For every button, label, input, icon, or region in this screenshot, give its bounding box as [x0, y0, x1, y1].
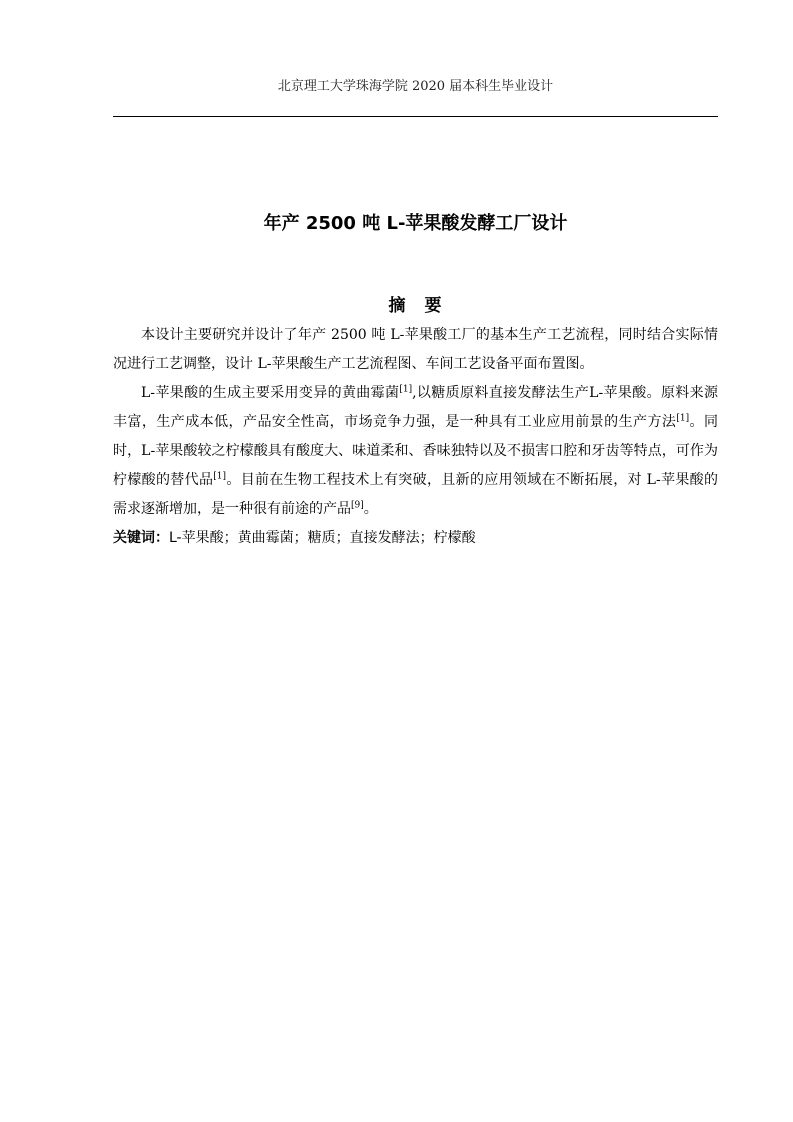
- abstract-heading: 摘 要: [388, 296, 443, 316]
- header-rule: [113, 116, 718, 117]
- abstract-paragraph-2: [113, 379, 718, 524]
- paragraph-text: 。同时，L-苹果酸较之柠檬酸具有酸度大、味道柔和、香味独特以及不损害口腔和牙齿等特点，可作为柠檬酸的替代品: [113, 414, 718, 488]
- paragraph-text: 本设计主要研究并设计了年产 2500 吨 L-苹果酸工厂的基本生产工艺流程，同时结合实际情况进行工艺调整，设计 L-苹果酸生产工艺流程图、车间工艺设备平面布置图。: [113, 327, 718, 372]
- page-header: 北京理工大学珠海学院 2020 届本科生毕业设计: [277, 79, 554, 94]
- paragraph-text: ,以糖质原料直接发酵法生产L-苹果酸。原料来源丰富，生产成本低，产品安全性高，市场竞争力强，是一种具有工业应用前景的生产方法: [113, 385, 718, 430]
- paragraph-text: 。目前在生物工程技术上有突破，且新的应用领域在不断拓展，对 L-苹果酸的需求逐渐增加，是一种很有前途的产品: [113, 472, 718, 517]
- citation-ref: [1]: [676, 413, 690, 424]
- abstract-body: [113, 321, 718, 553]
- abstract-paragraph-1: [113, 321, 718, 379]
- keywords-label: 关键词：: [113, 530, 169, 546]
- paragraph-text: 。: [363, 501, 378, 517]
- keywords-text: L-苹果酸；黄曲霉菌；糖质；直接发酵法；柠檬酸: [169, 530, 476, 546]
- citation-ref: [1]: [399, 384, 413, 395]
- keywords-line: [113, 524, 718, 553]
- citation-ref: [9]: [351, 500, 364, 511]
- citation-ref: [1]: [213, 471, 227, 482]
- thesis-title: 年产 2500 吨 L-苹果酸发酵工厂设计: [263, 213, 568, 234]
- paragraph-text: L-苹果酸的生成主要采用变异的黄曲霉菌: [141, 385, 400, 401]
